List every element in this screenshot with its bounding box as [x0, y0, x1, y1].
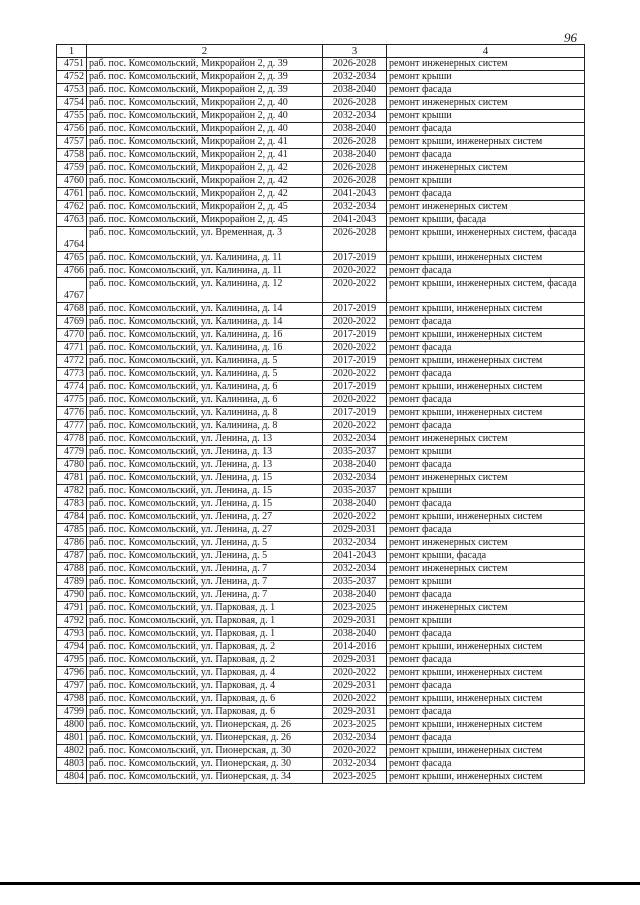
row-number-cell: 4757	[57, 136, 87, 149]
column-header-3: 3	[323, 45, 387, 58]
work-type-cell: ремонт крыши	[387, 576, 585, 589]
years-cell: 2032-2034	[323, 537, 387, 550]
row-number-cell: 4791	[57, 602, 87, 615]
work-type-cell: ремонт крыши, фасада	[387, 550, 585, 563]
row-number-cell: 4790	[57, 589, 87, 602]
years-cell: 2038-2040	[323, 123, 387, 136]
table-row	[57, 58, 585, 71]
address-cell: раб. пос. Комсомольский, ул. Парковая, д. 4	[87, 680, 323, 693]
row-number-cell: 4795	[57, 654, 87, 667]
table-row	[57, 175, 585, 188]
address-cell: раб. пос. Комсомольский, Микрорайон 2, д. 42	[87, 162, 323, 175]
years-cell: 2026-2028	[323, 136, 387, 149]
row-number-cell: 4766	[57, 265, 87, 278]
address-cell: раб. пос. Комсомольский, ул. Парковая, д. 2	[87, 654, 323, 667]
years-cell: 2017-2019	[323, 252, 387, 265]
table-row	[57, 355, 585, 368]
years-cell: 2041-2043	[323, 214, 387, 227]
header-row	[57, 45, 585, 58]
work-type-cell: ремонт фасада	[387, 654, 585, 667]
row-number-cell: 4802	[57, 745, 87, 758]
work-type-cell: ремонт фасада	[387, 123, 585, 136]
work-type-cell: ремонт фасада	[387, 265, 585, 278]
address-cell: раб. пос. Комсомольский, Микрорайон 2, д. 42	[87, 188, 323, 201]
row-number-cell: 4773	[57, 368, 87, 381]
row-number-cell: 4778	[57, 433, 87, 446]
years-cell: 2023-2025	[323, 771, 387, 784]
table-row	[57, 123, 585, 136]
address-cell: раб. пос. Комсомольский, Микрорайон 2, д. 39	[87, 58, 323, 71]
table-row	[57, 316, 585, 329]
table-row	[57, 485, 585, 498]
work-type-cell: ремонт крыши, инженерных систем	[387, 745, 585, 758]
row-number-cell: 4767	[57, 278, 87, 303]
address-cell: раб. пос. Комсомольский, ул. Калинина, д. 12	[87, 278, 323, 303]
page-number: 96	[564, 30, 577, 45]
years-cell: 2026-2028	[323, 58, 387, 71]
address-cell: раб. пос. Комсомольский, ул. Пионерская, д. 30	[87, 758, 323, 771]
years-cell: 2017-2019	[323, 355, 387, 368]
years-cell: 2035-2037	[323, 485, 387, 498]
address-cell: раб. пос. Комсомольский, Микрорайон 2, д. 45	[87, 214, 323, 227]
address-cell: раб. пос. Комсомольский, ул. Парковая, д. 1	[87, 615, 323, 628]
address-cell: раб. пос. Комсомольский, Микрорайон 2, д. 39	[87, 84, 323, 97]
row-number-cell: 4779	[57, 446, 87, 459]
years-cell: 2029-2031	[323, 680, 387, 693]
row-number-cell: 4783	[57, 498, 87, 511]
work-type-cell: ремонт фасада	[387, 589, 585, 602]
address-cell: раб. пос. Комсомольский, ул. Парковая, д. 1	[87, 628, 323, 641]
work-type-cell: ремонт крыши, инженерных систем	[387, 771, 585, 784]
years-cell: 2026-2028	[323, 175, 387, 188]
address-cell: раб. пос. Комсомольский, ул. Ленина, д. 15	[87, 485, 323, 498]
work-type-cell: ремонт крыши, инженерных систем	[387, 693, 585, 706]
row-number-cell: 4796	[57, 667, 87, 680]
row-number-cell: 4782	[57, 485, 87, 498]
work-type-cell: ремонт инженерных систем	[387, 97, 585, 110]
table-row	[57, 641, 585, 654]
address-cell: раб. пос. Комсомольский, ул. Ленина, д. 5	[87, 550, 323, 563]
years-cell: 2020-2022	[323, 693, 387, 706]
years-cell: 2032-2034	[323, 110, 387, 123]
work-type-cell: ремонт инженерных систем	[387, 537, 585, 550]
years-cell: 2020-2022	[323, 667, 387, 680]
years-cell: 2038-2040	[323, 628, 387, 641]
years-cell: 2032-2034	[323, 433, 387, 446]
address-cell: раб. пос. Комсомольский, ул. Ленина, д. 27	[87, 524, 323, 537]
years-cell: 2023-2025	[323, 602, 387, 615]
table-row	[57, 97, 585, 110]
years-cell: 2032-2034	[323, 758, 387, 771]
table-row	[57, 745, 585, 758]
table-row	[57, 407, 585, 420]
table-row	[57, 188, 585, 201]
row-number-cell: 4793	[57, 628, 87, 641]
row-number-cell: 4759	[57, 162, 87, 175]
table-row	[57, 149, 585, 162]
work-type-cell: ремонт фасада	[387, 524, 585, 537]
row-number-cell: 4771	[57, 342, 87, 355]
address-cell: раб. пос. Комсомольский, ул. Ленина, д. 13	[87, 433, 323, 446]
table-row	[57, 227, 585, 252]
row-number-cell: 4751	[57, 58, 87, 71]
address-cell: раб. пос. Комсомольский, ул. Калинина, д. 16	[87, 342, 323, 355]
row-number-cell: 4774	[57, 381, 87, 394]
row-number-cell: 4775	[57, 394, 87, 407]
work-type-cell: ремонт крыши	[387, 446, 585, 459]
table-row	[57, 706, 585, 719]
table-row	[57, 84, 585, 97]
address-cell: раб. пос. Комсомольский, Микрорайон 2, д. 41	[87, 136, 323, 149]
table-row	[57, 162, 585, 175]
work-type-cell: ремонт крыши, фасада	[387, 214, 585, 227]
table-row	[57, 511, 585, 524]
address-cell: раб. пос. Комсомольский, ул. Ленина, д. 7	[87, 563, 323, 576]
table-row	[57, 615, 585, 628]
address-cell: раб. пос. Комсомольский, ул. Пионерская, д. 26	[87, 719, 323, 732]
table-row	[57, 667, 585, 680]
row-number-cell: 4786	[57, 537, 87, 550]
row-number-cell: 4753	[57, 84, 87, 97]
years-cell: 2020-2022	[323, 420, 387, 433]
work-type-cell: ремонт крыши, инженерных систем	[387, 252, 585, 265]
work-type-cell: ремонт крыши, инженерных систем	[387, 511, 585, 524]
row-number-cell: 4776	[57, 407, 87, 420]
row-number-cell: 4761	[57, 188, 87, 201]
row-number-cell: 4758	[57, 149, 87, 162]
row-number-cell: 4777	[57, 420, 87, 433]
row-number-cell: 4784	[57, 511, 87, 524]
row-number-cell: 4797	[57, 680, 87, 693]
address-cell: раб. пос. Комсомольский, Микрорайон 2, д. 40	[87, 97, 323, 110]
table-row	[57, 576, 585, 589]
table-row	[57, 602, 585, 615]
years-cell: 2032-2034	[323, 472, 387, 485]
years-cell: 2035-2037	[323, 576, 387, 589]
address-cell: раб. пос. Комсомольский, ул. Временная, д. 3	[87, 227, 323, 252]
address-cell: раб. пос. Комсомольский, ул. Ленина, д. 27	[87, 511, 323, 524]
work-type-cell: ремонт крыши, инженерных систем	[387, 329, 585, 342]
years-cell: 2038-2040	[323, 84, 387, 97]
years-cell: 2032-2034	[323, 71, 387, 84]
address-cell: раб. пос. Комсомольский, ул. Калинина, д. 11	[87, 252, 323, 265]
table-row	[57, 381, 585, 394]
work-type-cell: ремонт фасада	[387, 706, 585, 719]
address-cell: раб. пос. Комсомольский, ул. Калинина, д. 5	[87, 368, 323, 381]
years-cell: 2017-2019	[323, 407, 387, 420]
table-row	[57, 71, 585, 84]
address-cell: раб. пос. Комсомольский, ул. Парковая, д. 4	[87, 667, 323, 680]
years-cell: 2038-2040	[323, 459, 387, 472]
work-type-cell: ремонт инженерных систем	[387, 563, 585, 576]
work-type-cell: ремонт инженерных систем	[387, 58, 585, 71]
table-row	[57, 394, 585, 407]
address-cell: раб. пос. Комсомольский, ул. Ленина, д. 15	[87, 498, 323, 511]
work-type-cell: ремонт крыши	[387, 615, 585, 628]
table-row	[57, 252, 585, 265]
years-cell: 2029-2031	[323, 706, 387, 719]
years-cell: 2020-2022	[323, 265, 387, 278]
address-cell: раб. пос. Комсомольский, ул. Калинина, д. 6	[87, 394, 323, 407]
years-cell: 2020-2022	[323, 745, 387, 758]
address-cell: раб. пос. Комсомольский, ул. Калинина, д. 8	[87, 420, 323, 433]
work-type-cell: ремонт крыши, инженерных систем	[387, 641, 585, 654]
row-number-cell: 4755	[57, 110, 87, 123]
repair-schedule-table	[56, 44, 585, 784]
row-number-cell: 4770	[57, 329, 87, 342]
work-type-cell: ремонт крыши, инженерных систем	[387, 136, 585, 149]
table-row	[57, 472, 585, 485]
row-number-cell: 4764	[57, 227, 87, 252]
table-row	[57, 420, 585, 433]
years-cell: 2017-2019	[323, 303, 387, 316]
work-type-cell: ремонт крыши	[387, 175, 585, 188]
address-cell: раб. пос. Комсомольский, ул. Ленина, д. 13	[87, 446, 323, 459]
address-cell: раб. пос. Комсомольский, ул. Калинина, д. 16	[87, 329, 323, 342]
years-cell: 2038-2040	[323, 589, 387, 602]
years-cell: 2032-2034	[323, 732, 387, 745]
years-cell: 2041-2043	[323, 188, 387, 201]
table-row	[57, 589, 585, 602]
work-type-cell: ремонт инженерных систем	[387, 162, 585, 175]
work-type-cell: ремонт фасада	[387, 368, 585, 381]
years-cell: 2017-2019	[323, 381, 387, 394]
column-header-4: 4	[387, 45, 585, 58]
table-row	[57, 719, 585, 732]
address-cell: раб. пос. Комсомольский, ул. Парковая, д. 2	[87, 641, 323, 654]
years-cell: 2029-2031	[323, 524, 387, 537]
row-number-cell: 4769	[57, 316, 87, 329]
work-type-cell: ремонт фасада	[387, 149, 585, 162]
address-cell: раб. пос. Комсомольский, ул. Пионерская, д. 30	[87, 745, 323, 758]
address-cell: раб. пос. Комсомольский, ул. Калинина, д. 6	[87, 381, 323, 394]
address-cell: раб. пос. Комсомольский, ул. Парковая, д. 6	[87, 706, 323, 719]
work-type-cell: ремонт фасада	[387, 188, 585, 201]
work-type-cell: ремонт крыши	[387, 485, 585, 498]
years-cell: 2023-2025	[323, 719, 387, 732]
work-type-cell: ремонт фасада	[387, 680, 585, 693]
table-row	[57, 214, 585, 227]
row-number-cell: 4798	[57, 693, 87, 706]
row-number-cell: 4768	[57, 303, 87, 316]
row-number-cell: 4801	[57, 732, 87, 745]
row-number-cell: 4781	[57, 472, 87, 485]
work-type-cell: ремонт крыши	[387, 110, 585, 123]
years-cell: 2026-2028	[323, 227, 387, 252]
row-number-cell: 4754	[57, 97, 87, 110]
address-cell: раб. пос. Комсомольский, ул. Калинина, д. 14	[87, 316, 323, 329]
address-cell: раб. пос. Комсомольский, ул. Калинина, д. 11	[87, 265, 323, 278]
table-row	[57, 278, 585, 303]
work-type-cell: ремонт фасада	[387, 758, 585, 771]
work-type-cell: ремонт крыши, инженерных систем	[387, 355, 585, 368]
years-cell: 2029-2031	[323, 654, 387, 667]
table-row	[57, 201, 585, 214]
work-type-cell: ремонт инженерных систем	[387, 472, 585, 485]
table-row	[57, 654, 585, 667]
row-number-cell: 4789	[57, 576, 87, 589]
address-cell: раб. пос. Комсомольский, ул. Пионерская, д. 34	[87, 771, 323, 784]
work-type-cell: ремонт фасада	[387, 316, 585, 329]
address-cell: раб. пос. Комсомольский, ул. Пионерская, д. 26	[87, 732, 323, 745]
work-type-cell: ремонт фасада	[387, 84, 585, 97]
table-row	[57, 329, 585, 342]
column-header-1: 1	[57, 45, 87, 58]
work-type-cell: ремонт крыши, инженерных систем	[387, 407, 585, 420]
work-type-cell: ремонт фасада	[387, 342, 585, 355]
scan-edge-line	[0, 882, 640, 885]
address-cell: раб. пос. Комсомольский, ул. Ленина, д. 15	[87, 472, 323, 485]
work-type-cell: ремонт фасада	[387, 420, 585, 433]
row-number-cell: 4765	[57, 252, 87, 265]
work-type-cell: ремонт фасада	[387, 394, 585, 407]
table-row	[57, 550, 585, 563]
work-type-cell: ремонт крыши, инженерных систем	[387, 667, 585, 680]
table-row	[57, 524, 585, 537]
work-type-cell: ремонт инженерных систем	[387, 433, 585, 446]
work-type-cell: ремонт крыши, инженерных систем	[387, 303, 585, 316]
address-cell: раб. пос. Комсомольский, ул. Парковая, д. 6	[87, 693, 323, 706]
row-number-cell: 4780	[57, 459, 87, 472]
work-type-cell: ремонт крыши, инженерных систем	[387, 719, 585, 732]
address-cell: раб. пос. Комсомольский, ул. Калинина, д. 5	[87, 355, 323, 368]
years-cell: 2026-2028	[323, 162, 387, 175]
row-number-cell: 4752	[57, 71, 87, 84]
years-cell: 2032-2034	[323, 201, 387, 214]
table-row	[57, 368, 585, 381]
table-row	[57, 680, 585, 693]
address-cell: раб. пос. Комсомольский, Микрорайон 2, д. 42	[87, 175, 323, 188]
table-row	[57, 265, 585, 278]
years-cell: 2020-2022	[323, 342, 387, 355]
row-number-cell: 4792	[57, 615, 87, 628]
row-number-cell: 4803	[57, 758, 87, 771]
address-cell: раб. пос. Комсомольский, ул. Ленина, д. 7	[87, 589, 323, 602]
years-cell: 2020-2022	[323, 278, 387, 303]
table-row	[57, 537, 585, 550]
address-cell: раб. пос. Комсомольский, ул. Калинина, д. 8	[87, 407, 323, 420]
row-number-cell: 4785	[57, 524, 87, 537]
table-row	[57, 303, 585, 316]
row-number-cell: 4804	[57, 771, 87, 784]
table-row	[57, 459, 585, 472]
table-row	[57, 693, 585, 706]
years-cell: 2029-2031	[323, 615, 387, 628]
table-row	[57, 732, 585, 745]
work-type-cell: ремонт фасада	[387, 498, 585, 511]
table-row	[57, 628, 585, 641]
table-row	[57, 563, 585, 576]
row-number-cell: 4772	[57, 355, 87, 368]
row-number-cell: 4800	[57, 719, 87, 732]
work-type-cell: ремонт крыши	[387, 71, 585, 84]
row-number-cell: 4762	[57, 201, 87, 214]
years-cell: 2014-2016	[323, 641, 387, 654]
work-type-cell: ремонт крыши, инженерных систем	[387, 381, 585, 394]
address-cell: раб. пос. Комсомольский, ул. Парковая, д. 1	[87, 602, 323, 615]
table-row	[57, 771, 585, 784]
table-row	[57, 758, 585, 771]
address-cell: раб. пос. Комсомольский, Микрорайон 2, д. 40	[87, 110, 323, 123]
work-type-cell: ремонт фасада	[387, 628, 585, 641]
address-cell: раб. пос. Комсомольский, ул. Ленина, д. 5	[87, 537, 323, 550]
years-cell: 2026-2028	[323, 97, 387, 110]
address-cell: раб. пос. Комсомольский, ул. Ленина, д. 13	[87, 459, 323, 472]
table-row	[57, 498, 585, 511]
years-cell: 2017-2019	[323, 329, 387, 342]
row-number-cell: 4760	[57, 175, 87, 188]
years-cell: 2020-2022	[323, 511, 387, 524]
work-type-cell: ремонт инженерных систем	[387, 201, 585, 214]
address-cell: раб. пос. Комсомольский, Микрорайон 2, д. 39	[87, 71, 323, 84]
row-number-cell: 4787	[57, 550, 87, 563]
work-type-cell: ремонт крыши, инженерных систем, фасада	[387, 227, 585, 252]
work-type-cell: ремонт фасада	[387, 732, 585, 745]
table-row	[57, 446, 585, 459]
address-cell: раб. пос. Комсомольский, ул. Ленина, д. 7	[87, 576, 323, 589]
work-type-cell: ремонт фасада	[387, 459, 585, 472]
table-row	[57, 342, 585, 355]
years-cell: 2020-2022	[323, 394, 387, 407]
table-row	[57, 110, 585, 123]
row-number-cell: 4794	[57, 641, 87, 654]
years-cell: 2041-2043	[323, 550, 387, 563]
address-cell: раб. пос. Комсомольский, Микрорайон 2, д. 45	[87, 201, 323, 214]
row-number-cell: 4788	[57, 563, 87, 576]
years-cell: 2020-2022	[323, 368, 387, 381]
years-cell: 2035-2037	[323, 446, 387, 459]
table-body	[57, 58, 585, 784]
years-cell: 2032-2034	[323, 563, 387, 576]
row-number-cell: 4756	[57, 123, 87, 136]
address-cell: раб. пос. Комсомольский, ул. Калинина, д. 14	[87, 303, 323, 316]
table-row	[57, 136, 585, 149]
years-cell: 2038-2040	[323, 498, 387, 511]
work-type-cell: ремонт крыши, инженерных систем, фасада	[387, 278, 585, 303]
table-row	[57, 433, 585, 446]
work-type-cell: ремонт инженерных систем	[387, 602, 585, 615]
row-number-cell: 4763	[57, 214, 87, 227]
column-header-2: 2	[87, 45, 323, 58]
years-cell: 2020-2022	[323, 316, 387, 329]
years-cell: 2038-2040	[323, 149, 387, 162]
row-number-cell: 4799	[57, 706, 87, 719]
address-cell: раб. пос. Комсомольский, Микрорайон 2, д. 41	[87, 149, 323, 162]
address-cell: раб. пос. Комсомольский, Микрорайон 2, д. 40	[87, 123, 323, 136]
